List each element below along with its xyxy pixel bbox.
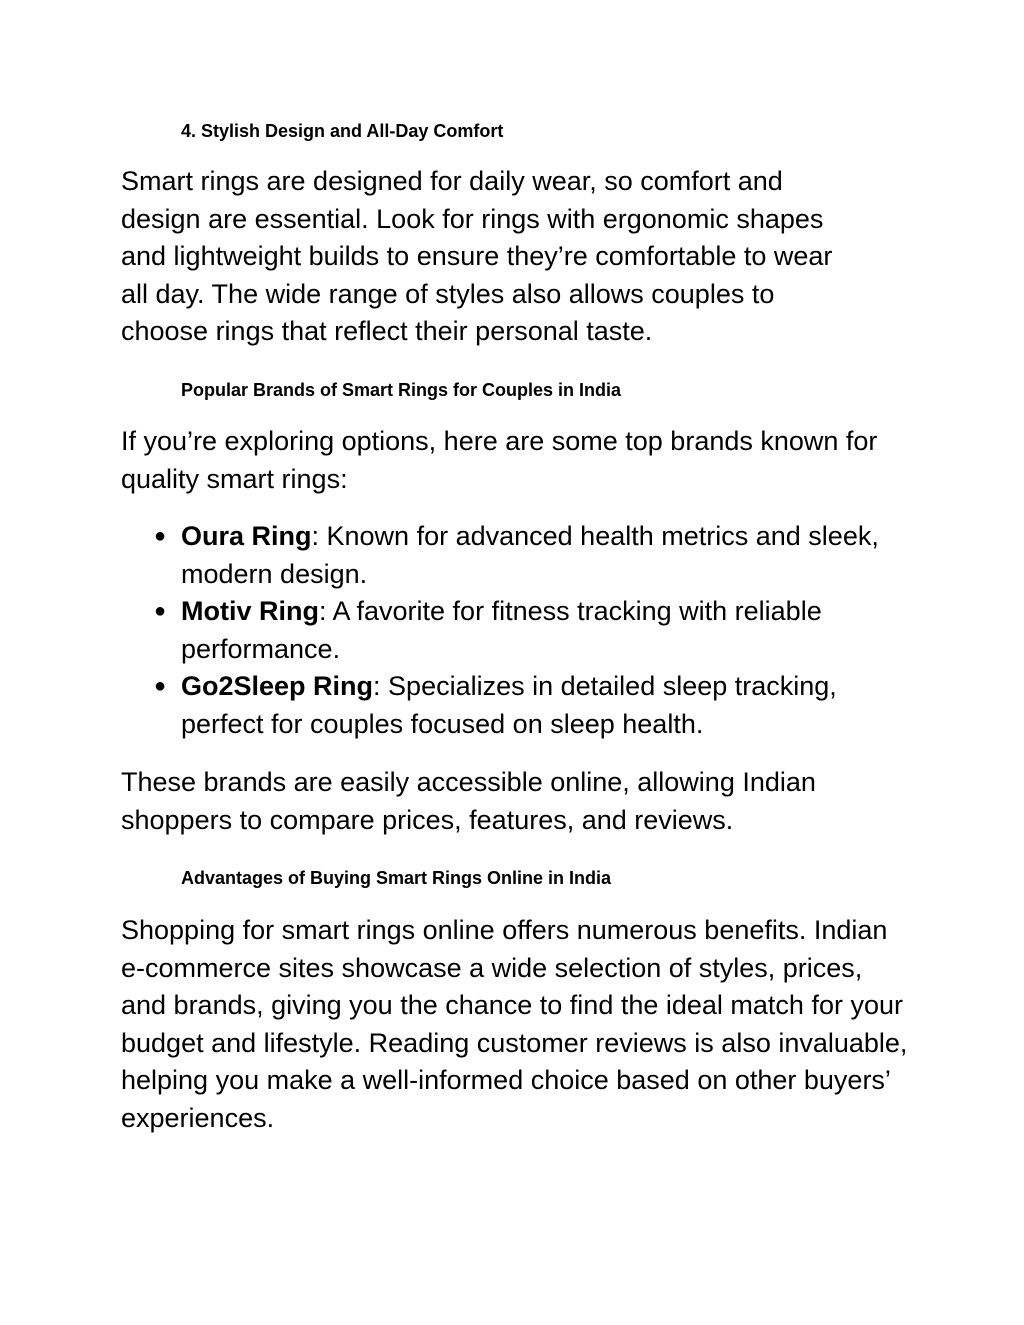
brand-description: : Known for advanced health metrics and sleek, modern design. [181, 521, 879, 589]
heading-popular-brands: Popular Brands of Smart Rings for Couples in India [181, 380, 622, 400]
brand-description: : A favorite for fitness tracking with reliable performance. [181, 596, 822, 664]
bullet-icon: ● [154, 525, 167, 547]
paragraph-brands-intro: If you’re exploring options, here are some top brands known for quality smart rings: [121, 426, 878, 494]
heading-stylish-design: 4. Stylish Design and All-Day Comfort [181, 121, 504, 141]
brand-list [121, 518, 921, 743]
brand-name: Go2Sleep Ring [181, 671, 374, 701]
paragraph-stylish-design: Smart rings are designed for daily wear, so comfort and design are essential. Look for rings with ergonomic shapes and lightweight builds to ensure they’re comfortable to wear all day. The wide range of styles also allows couples to choose rings that reflect their personal taste. [121, 166, 833, 346]
paragraph-buying-online: Shopping for smart rings online offers numerous benefits. Indian e-commerce sites showcase a wide selection of styles, prices, and brands, giving you the chance to find the ideal match for your budget and lifestyle. Reading customer reviews is also invaluable, helping you make a well-informed choice based on other buyers’ experiences. [121, 915, 908, 1133]
list-item-go2sleep [121, 668, 921, 743]
bullet-icon: ● [154, 675, 167, 697]
brand-name: Motiv Ring [181, 596, 319, 626]
paragraph-brands-outro: These brands are easily accessible online, allowing Indian shoppers to compare prices, features, and reviews. [121, 767, 816, 835]
heading-buying-online: Advantages of Buying Smart Rings Online in India [181, 868, 612, 888]
brand-name: Oura Ring [181, 521, 312, 551]
bullet-icon: ● [154, 600, 167, 622]
list-item-motiv [121, 593, 921, 668]
brand-description: : Specializes in detailed sleep tracking, perfect for couples focused on sleep health. [181, 671, 837, 739]
list-item-oura [121, 518, 921, 593]
